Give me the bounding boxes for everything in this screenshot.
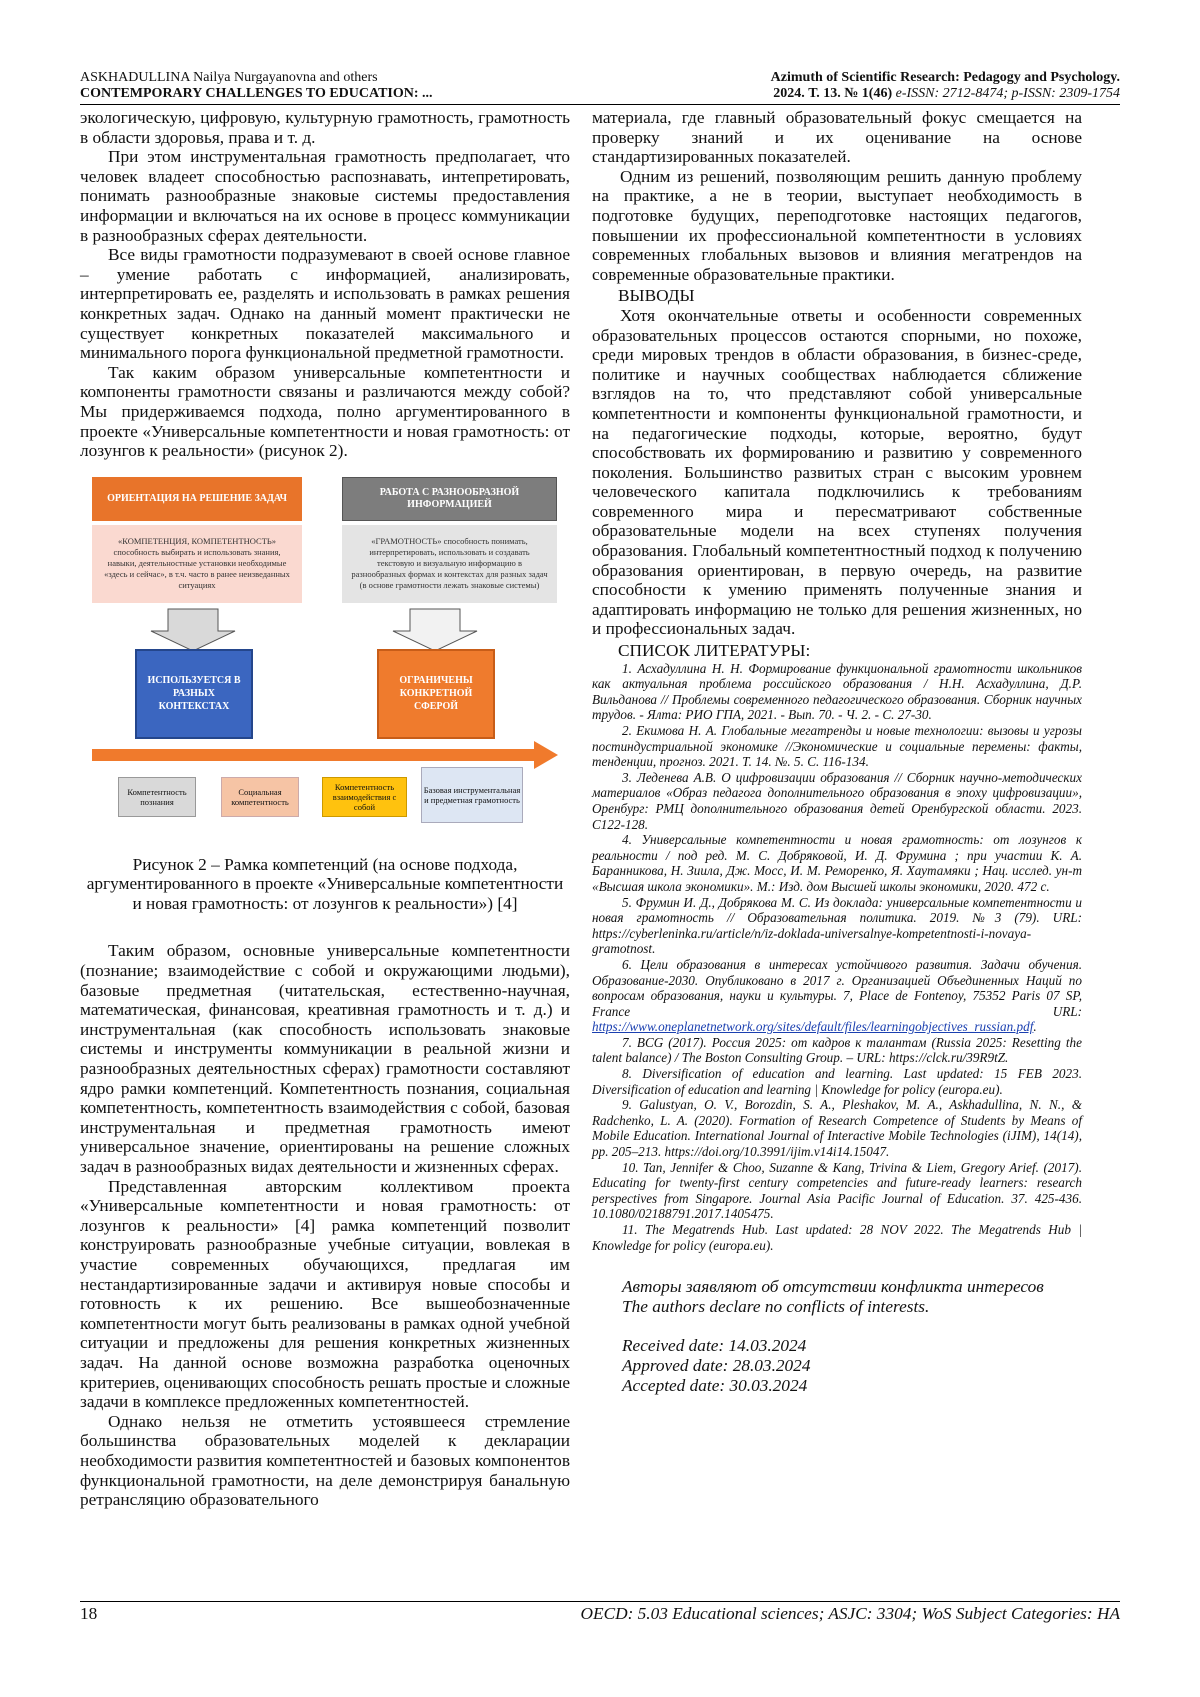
approved-date: Approved date: 28.03.2024 bbox=[622, 1355, 811, 1375]
paragraph: Таким образом, основные универсальные компетентности (познание; взаимодействие с собой и окружающими людьми), базовые предметная (читательская, естественно-научная, математическая, финансовая, креативная грамотность и т. д.) и инструментальная (как способность использовать знаковые системы и инструменты коммуникации в реальной жизни и разнообразных деятельностных сферах) грамотности составляют ядро рамки компетенций. Компетентность познания, социальная компетентность, компетентность взаимодействия с собой, базовая инструментальная и предметная грамотность имеют универсальное значение, ориентированы на решение сложных задач в разнообразных видах деятельности и жизненных сферах. bbox=[80, 941, 570, 1176]
reference-link[interactable]: https://www.oneplanetnetwork.org/sites/default/files/learningobjectives_russian.pdf bbox=[592, 1019, 1034, 1035]
reference-item: 6. Цели образования в интересах устойчивого развития. Задачи обучения. Образование-2030. Опубликовано в 2017 г. Организацией Объединенных Наций по вопросам образования, науки и культуры. 7, Place de Fontenoy, 75352 Paris 07 SP, France URL: https://www.oneplanetnetwork.org/sites/default/files/learningobjectives_russian.pdf. bbox=[592, 956, 1082, 1035]
header-divider bbox=[80, 104, 1120, 105]
literacy-definition-box: «ГРАМОТНОСТЬ» способность понимать, интерпретировать, использовать и создавать текстовую и визуальную информацию в разнообразных формах и контекстах для разных задач (в основе грамотности лежать знаковые системы) bbox=[342, 525, 557, 603]
section-heading-references: СПИСОК ЛИТЕРАТУРЫ: bbox=[618, 641, 811, 661]
reference-list bbox=[592, 661, 1082, 1254]
competency-definition-box: «КОМПЕТЕНЦИЯ, КОМПЕТЕНТНОСТЬ» способность выбирать и использовать знания, навыки, деятельностные установки необходимые «здесь и сейчас», в т.ч. часто в ранее неизведанных ситуациях bbox=[92, 525, 302, 603]
section-heading-conclusions: ВЫВОДЫ bbox=[618, 286, 695, 306]
subject-classification: OECD: 5.03 Educational sciences; ASJC: 3304; WoS Subject Categories: HA bbox=[580, 1604, 1120, 1623]
running-header-left bbox=[80, 70, 600, 102]
header-issn: e-ISSN: 2712-8474; p-ISSN: 2309-1754 bbox=[895, 86, 1120, 101]
timeline-bar bbox=[92, 749, 534, 761]
paragraph: Все виды грамотности подразумевают в своей основе главное – умение работать с информацией, анализировать, интерпретировать ее, разделять и использовать в рамках решения конкретных задач. Однако на данный момент практически не существует конкретных показателей максимального и минимального порога функциональной предметной грамотности. bbox=[80, 245, 570, 363]
reference-item: 10. Tan, Jennifer & Choo, Suzanne & Kang, Trivina & Liem, Gregory Arief. (2017). Educating for twenty-first century competencies and future-ready learners: research perspectives from Singapore. Journal Asia Pacific Journal of Education. 37. 425-436. 10.1080/02188791.2017.1405475. bbox=[592, 1159, 1082, 1222]
competency-framework-figure bbox=[80, 471, 560, 851]
accepted-date: Accepted date: 30.03.2024 bbox=[622, 1375, 808, 1395]
down-arrow-right-icon bbox=[393, 609, 477, 651]
head-information-work: РАБОТА С РАЗНООБРАЗНОЙ ИНФОРМАЦИЕЙ bbox=[342, 477, 557, 521]
head-problem-solving: ОРИЕНТАЦИЯ НА РЕШЕНИЕ ЗАДАЧ bbox=[92, 477, 302, 521]
legend-social: Социальная компетентность bbox=[221, 777, 299, 817]
reference-item: 8. Diversification of education and learning. Last updated: 15 FEB 2023. Diversification of education and learning | Knowledge for policy (europa.eu). bbox=[592, 1066, 1082, 1097]
paragraph: Так каким образом универсальные компетентности и компоненты грамотности связаны и различаются между собой? Мы придерживаемся подхода, полно аргументированного в проекте «Универсальные компетентности и новая грамотность: от лозунгов к реальности» (рисунок 2). bbox=[80, 362, 570, 461]
footer-divider bbox=[80, 1601, 1120, 1602]
legend-self: Компетентность взаимодействия с собой bbox=[322, 777, 407, 817]
running-header-right bbox=[600, 70, 1120, 102]
page-number: 18 bbox=[80, 1604, 98, 1623]
paragraph: материала, где главный образовательный фокус смещается на проверку знаний и их оценивание на основе стандартизированных показателей. bbox=[592, 108, 1082, 167]
paragraph: Одним из решений, позволяющим решить данную проблему на практике, а не в теории, выступает необходимость в подготовке будущих, переподготовке настоящих педагогов, повышении их профессиональной компетентности в условиях современных глобальных вызовов и влияния мегатрендов на современные образовательные практики. bbox=[592, 166, 1082, 284]
reference-item: 11. The Megatrends Hub. Last updated: 28 NOV 2022. The Megatrends Hub | Knowledge for policy (europa.eu). bbox=[592, 1222, 1082, 1253]
paragraph: экологическую, цифровую, культурную грамотность, грамотность в области здоровья, права и т. д. bbox=[80, 108, 570, 147]
reference-item: 1. Асхадуллина Н. Н. Формирование функциональной грамотности школьников как актуальная проблема российского образования / Н.Н. Асхадуллина, Д.Р. Вильданова // Проблемы современного педагогического образования. Сборник научных трудов. - Ялта: РИО ГПА, 2021. - Вып. 70. - Ч. 2. - С. 27-30. bbox=[592, 660, 1082, 723]
limited-sphere-box: ОГРАНИЧЕНЫ КОНКРЕТНОЙ СФЕРОЙ bbox=[377, 649, 495, 739]
paragraph: Представленная авторским коллективом проекта «Универсальные компетентности и новая грамотность: от лозунгов к реальности» [4] рамка компетенций позволит конструировать разнообразные учебные ситуации, вовлекая в участие современных обучающихся, предлагая им нестандартизированные задачи и активируя новые способы и готовность к их решению. Все вышеобозначенные компетентности могут быть реализованы в рамках одной учебной ситуации и предложены для решения конкретных жизненных задач. На данной основе возможна разработка оценочных критериев, оценивающих способность решать простые и сложные задачи в комплексе предложенных компетентностей. bbox=[80, 1176, 570, 1412]
header-journal: Azimuth of Scientific Research: Pedagogy and Psychology. bbox=[770, 70, 1120, 85]
right-column bbox=[592, 108, 1082, 1395]
left-column bbox=[80, 108, 570, 1510]
header-issue: 2024. Т. 13. № 1(46) bbox=[773, 86, 893, 101]
header-authors: ASKHADULLINA Nailya Nurgayanovna and others bbox=[80, 70, 378, 85]
declarations bbox=[592, 1263, 1082, 1395]
paragraph: При этом инструментальная грамотность предполагает, что человек владеет способностью распознавать, интепретировать, понимать разнообразные знаковые системы предоставления информации и включаться на их основе в процесс коммуникации в разнообразных сферах деятельности. bbox=[80, 147, 570, 245]
conflict-statement-ru: Авторы заявляют об отсутствии конфликта интересов bbox=[622, 1277, 1044, 1297]
used-in-contexts-box: ИСПОЛЬЗУЕТСЯ В РАЗНЫХ КОНТЕКСТАХ bbox=[135, 649, 253, 739]
reference-item: 5. Фрумин И. Д., Добрякова М. С. Из доклада: универсальные компетентности и новая грамотность // Образовательная политика. 2019. №3 (79). URL: https://cyberleninka.ru/article/n/iz-doklada-universalnye-kompetentnosti-i-novaya-gramotnost. bbox=[592, 894, 1082, 957]
received-date: Received date: 14.03.2024 bbox=[622, 1336, 807, 1356]
reference-text: 6. Цели образования в интересах устойчивого развития. Задачи обучения. Образование-2030. Опубликовано в 2017 г. Организацией Объединенных Наций по вопросам образования, науки и культуры. 7, Place de Fontenoy, 75352 Paris 07 SP, France URL: bbox=[592, 956, 1082, 1019]
legend-cognition: Компетентность познания bbox=[118, 777, 196, 817]
timeline-arrowhead-icon bbox=[534, 741, 558, 769]
down-arrow-left-icon bbox=[151, 609, 235, 651]
reference-item: 4. Универсальные компетентности и новая грамотность: от лозунгов к реальности / под ред. М. С. Добряковой, И. Д. Фрумина ; при участии К. А. Баранникова, Н. Зиила, Дж. Мосс, И. М. Реморенко, Я. Хаутамяки ; Нац. исслед. ун-т «Высшая школа экономики». М.: Изд. дом Высшей школы экономики, 2020. 472 с. bbox=[592, 832, 1082, 894]
reference-item: 7. BCG (2017). Россия 2025: от кадров к талантам (Russia 2025: Resetting the talent balance) / The Boston Consulting Group. – URL: https://clck.ru/39R9tZ. bbox=[592, 1034, 1082, 1066]
reference-item: 9. Galustyan, O. V., Borozdin, S. A., Pleshakov, M. A., Askhadullina, N. N., & Radchenko, L. A. (2020). Formation of Research Competence of Students by Means of Mobile Education. International Journal of Interactive Mobile Technologies (iJIM), 14(14), pp. 205–213. https://doi.org/10.3991/ijim.v14i14.15047. bbox=[592, 1097, 1082, 1160]
paragraph: Однако нельзя не отметить устоявшееся стремление большинства образовательных моделей к декларации необходимости развития компетентностей и базовых компонентов функциональной грамотности, на деле демонстрируя банальную ретрансляцию образовательного bbox=[80, 1411, 570, 1510]
reference-item: 2. Екимова Н. А. Глобальные мегатренды и новые технологии: вызовы и угрозы постиндустриальной экономике //Экономические и социальные перемены: факты, тенденции, прогноз. 2021. Т. 14. №. 5. С. 116-134. bbox=[592, 723, 1082, 770]
figure-caption: Рисунок 2 – Рамка компетенций (на основе подхода, аргументированного в проекте «Универсальные компетентности и новая грамотность: от лозунгов к реальности») [4] bbox=[86, 854, 564, 913]
header-article-title: CONTEMPORARY CHALLENGES TO EDUCATION: ... bbox=[80, 86, 433, 101]
reference-item: 3. Леденева А.В. О цифровизации образования // Сборник научно-методических материалов «Образ педагога дополнительного образования в эпоху цифровизации», Оренбург: РМЦ дополнительного образования детей Оренбургской области. 2023. С122-128. bbox=[592, 769, 1082, 832]
conflict-statement-en: The authors declare no conflicts of interests. bbox=[622, 1296, 930, 1316]
legend-literacy: Базовая инструментальная и предметная грамотность bbox=[421, 767, 523, 823]
paragraph: Хотя окончательные ответы и особенности современных образовательных процессов остаются спорными, но похоже, среди мировых трендов в области образования, в бизнес-среде, политике и научных сообществах наблюдается сближение взглядов на то, что представляют собой универсальные компетентности и компоненты функциональной грамотности, и на педагогические подходы, которые, вероятно, будут способствовать их формированию и развитию у современного поколения. Большинство развитых стран с высоким уровнем человеческого капитала подключились к требованиям современного мира и пересматривают собственные образовательные модели на всех ступенях получения образования. Глобальный компетентностный подход к получению образования ориентирован, в первую очередь, на развитие способности к умению применять полученные знания и адаптировать информацию не только для решения жизненных, но и профессиональных задач. bbox=[592, 305, 1082, 639]
